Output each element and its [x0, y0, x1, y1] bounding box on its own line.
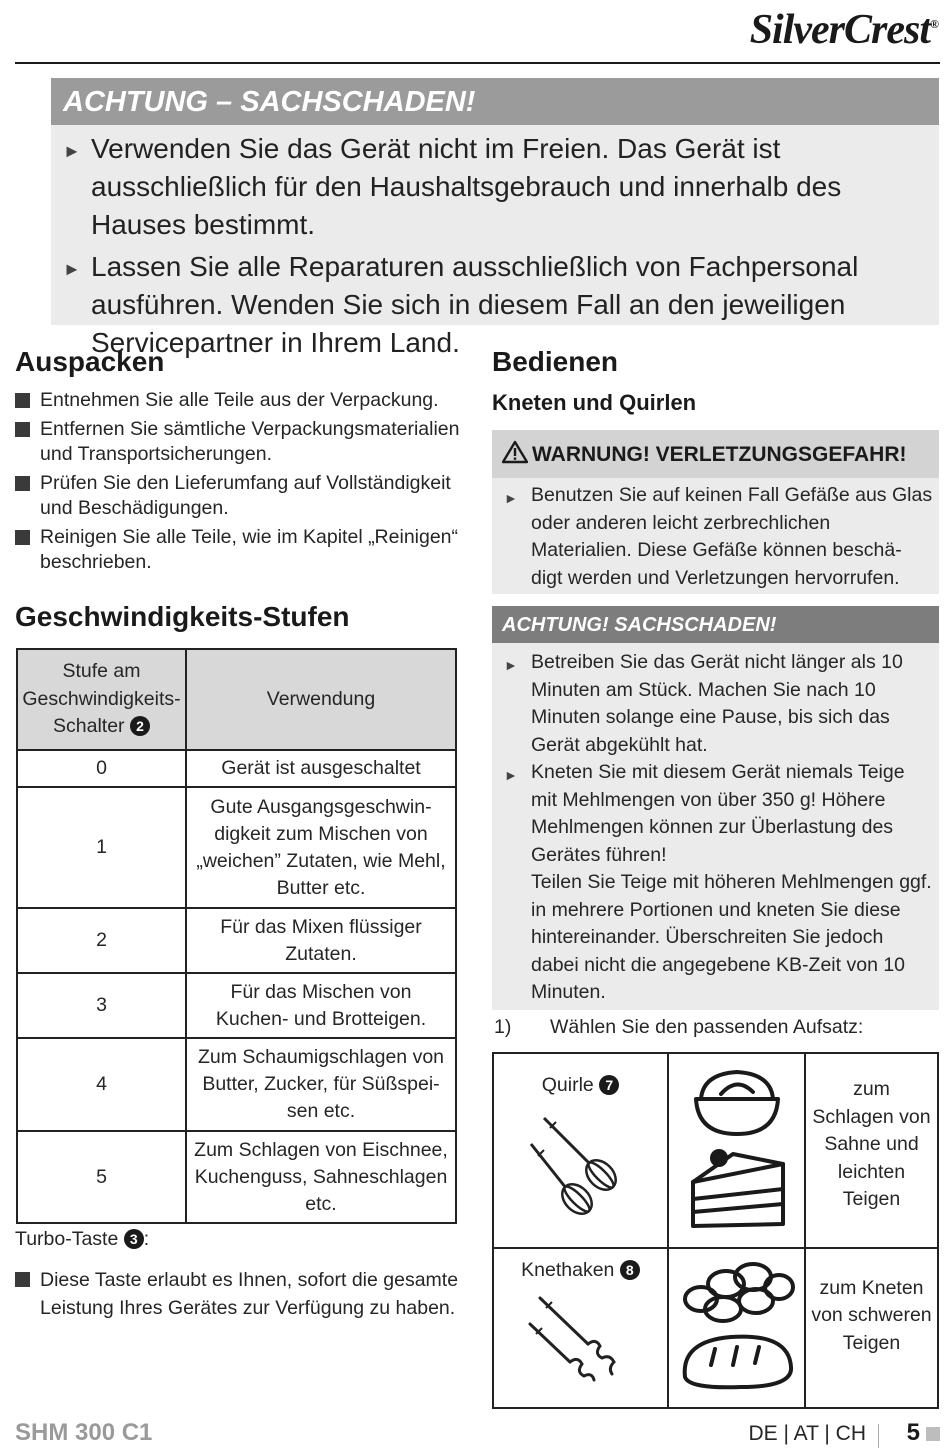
square-bullet-icon: [15, 476, 30, 491]
attachment-label: Quirle 7: [495, 1072, 666, 1100]
brand-logo: SilverCrest®: [749, 7, 938, 53]
caution-box: [492, 606, 939, 1010]
list-item: ► Kneten Sie mit diesem Gerät niemals Teige mit Mehlmengen von über 350 g! Höhere Mehlmengen können zur Überlastung des Gerätes führen!: [504, 761, 905, 866]
attachment-cell-dough-hooks: [493, 1248, 668, 1409]
table-cell-level: 2: [17, 908, 186, 973]
table-row: [17, 973, 456, 1038]
operate-subheading: Kneten und Quirlen: [492, 390, 697, 415]
warning-triangle-icon: [502, 440, 528, 464]
triangle-bullet-icon: ►: [504, 657, 518, 673]
language-codes: DE | AT | CH: [748, 1422, 866, 1445]
table-cell-use: Zum Schaumigschlagen von Butter, Zucker, für Süßspei-sen etc.: [186, 1038, 456, 1131]
list-item: Entfernen Sie sämtliche Verpackungsmaterialien und Transportsicherungen.: [15, 417, 460, 467]
braided-bread-and-loaf-icon: [671, 1249, 802, 1399]
list-item: ► Verwenden Sie das Gerät nicht im Freien. Das Gerät ist ausschließlich für den Haushaltsgebrauch und innerhalb des Hauses bestimmt.: [63, 133, 842, 240]
list-item: Diese Taste erlaubt es Ihnen, sofort die gesamte Leistung Ihres Gerätes zur Verfügung zu haben.: [15, 1266, 460, 1322]
attachment-table: [492, 1052, 939, 1409]
table-cell-level: 5: [17, 1131, 186, 1223]
footer-separator: [878, 1424, 879, 1448]
list-item: Prüfen Sie den Lieferumfang auf Vollständigkeit und Beschädigungen.: [15, 471, 460, 521]
table-cell-level: 1: [17, 787, 186, 908]
reference-number-badge: 7: [599, 1075, 619, 1095]
list-item: ► Lassen Sie alle Reparaturen ausschließlich von Fachpersonal ausführen. Wenden Sie sich in diesem Fall an den jeweiligen Servicepartner in Ihrem Land.: [63, 251, 859, 358]
warning-list: [492, 482, 939, 592]
table-cell-use: Gerät ist ausgeschaltet: [186, 750, 456, 787]
model-number: SHM 300 C1: [15, 1419, 153, 1446]
page-marker-square: [926, 1427, 940, 1441]
injury-warning-box: [492, 430, 939, 594]
table-cell-use: Für das Mischen von Kuchen- und Brotteigen.: [186, 973, 456, 1038]
unpack-list: [15, 388, 460, 579]
notice-list: [51, 130, 939, 366]
list-item-continuation: Teilen Sie Teige mit höheren Mehlmengen ggf. in mehrere Portionen und kneten Sie diese hintereinander. Überschreiten Sie jedoch dabei nicht die angegebene KB-Zeit von 10 Minuten.: [531, 871, 932, 1003]
turbo-list: [15, 1266, 460, 1326]
operate-heading: Bedienen: [492, 346, 619, 377]
turbo-label: Turbo-Taste 3 :: [15, 1228, 150, 1250]
table-row: [17, 1038, 456, 1131]
table-row: [493, 1248, 938, 1409]
square-bullet-icon: [15, 422, 30, 437]
table-cell-use: Gute Ausgangsgeschwin-digkeit zum Mischen von „weichen” Zutaten, wie Mehl, Butter etc.: [186, 787, 456, 908]
whisk-icon: [526, 1106, 636, 1216]
food-cell-bread: [668, 1248, 805, 1409]
list-item: Entnehmen Sie alle Teile aus der Verpackung.: [15, 388, 460, 413]
table-row: [493, 1053, 938, 1248]
reference-number-badge: 8: [620, 1260, 640, 1280]
food-cell-cream-cake: [668, 1053, 805, 1248]
cream-bowl-and-cake-icon: [671, 1054, 802, 1238]
table-row: [17, 1131, 456, 1223]
dough-hook-icon: [526, 1286, 636, 1390]
square-bullet-icon: [15, 393, 30, 408]
column-header-level: Stufe am Geschwindigkeits-Schalter 2: [17, 649, 186, 750]
square-bullet-icon: [15, 530, 30, 545]
caution-title: ACHTUNG! SACHSCHADEN!: [492, 606, 939, 643]
triangle-bullet-icon: ►: [504, 490, 518, 506]
triangle-bullet-icon: ►: [504, 767, 518, 783]
page-number: 5: [906, 1419, 920, 1446]
use-cell: zum Schlagen von Sahne und leichten Teigen: [805, 1053, 938, 1248]
table-cell-use: Für das Mixen flüssiger Zutaten.: [186, 908, 456, 973]
step-1: [494, 1016, 863, 1039]
property-damage-notice: [51, 78, 939, 358]
table-cell-level: 4: [17, 1038, 186, 1131]
table-row: [17, 908, 456, 973]
table-row: [17, 787, 456, 908]
list-item: ► Betreiben Sie das Gerät nicht länger als 10 Minuten am Stück. Machen Sie nach 10 Minuten solange eine Pause, bis sich das Gerät abgekühlt hat.: [504, 651, 903, 756]
step-text: Wählen Sie den passenden Aufsatz:: [550, 1016, 864, 1038]
notice-title: ACHTUNG – SACHSCHADEN!: [51, 78, 939, 125]
triangle-bullet-icon: ►: [63, 141, 81, 161]
speed-table: [16, 648, 457, 1224]
table-cell-level: 3: [17, 973, 186, 1038]
list-item: ► Benutzen Sie auf keinen Fall Gefäße aus Glas oder anderen leicht zerbrechlichen Materialien. Diese Gefäße können beschä-digt werden und Verletzungen hervorrufen.: [504, 484, 933, 589]
attachment-label: Knethaken 8: [495, 1257, 666, 1285]
unpack-heading: Auspacken: [15, 346, 165, 377]
attachment-cell-whisks: [493, 1053, 668, 1248]
reference-number-badge: 2: [130, 716, 150, 736]
use-cell: zum Kneten von schweren Teigen: [805, 1248, 938, 1409]
table-cell-use: Zum Schlagen von Eischnee, Kuchenguss, Sahneschlagen etc.: [186, 1131, 456, 1223]
column-header-use: Verwendung: [186, 649, 456, 750]
triangle-bullet-icon: ►: [63, 259, 81, 279]
caution-list: [492, 649, 939, 1007]
table-header-row: [17, 649, 456, 750]
table-cell-level: 0: [17, 750, 186, 787]
list-item: Reinigen Sie alle Teile, wie im Kapitel „Reinigen“ beschrieben.: [15, 525, 460, 575]
table-row: [17, 750, 456, 787]
warning-title: WARNUNG! VERLETZUNGSGEFAHR!: [492, 430, 939, 478]
step-number: 1): [494, 1016, 512, 1038]
reference-number-badge: 3: [124, 1229, 144, 1249]
header-rule: [15, 62, 940, 64]
speed-heading: Geschwindigkeits-Stufen: [15, 601, 350, 632]
square-bullet-icon: [15, 1272, 30, 1287]
